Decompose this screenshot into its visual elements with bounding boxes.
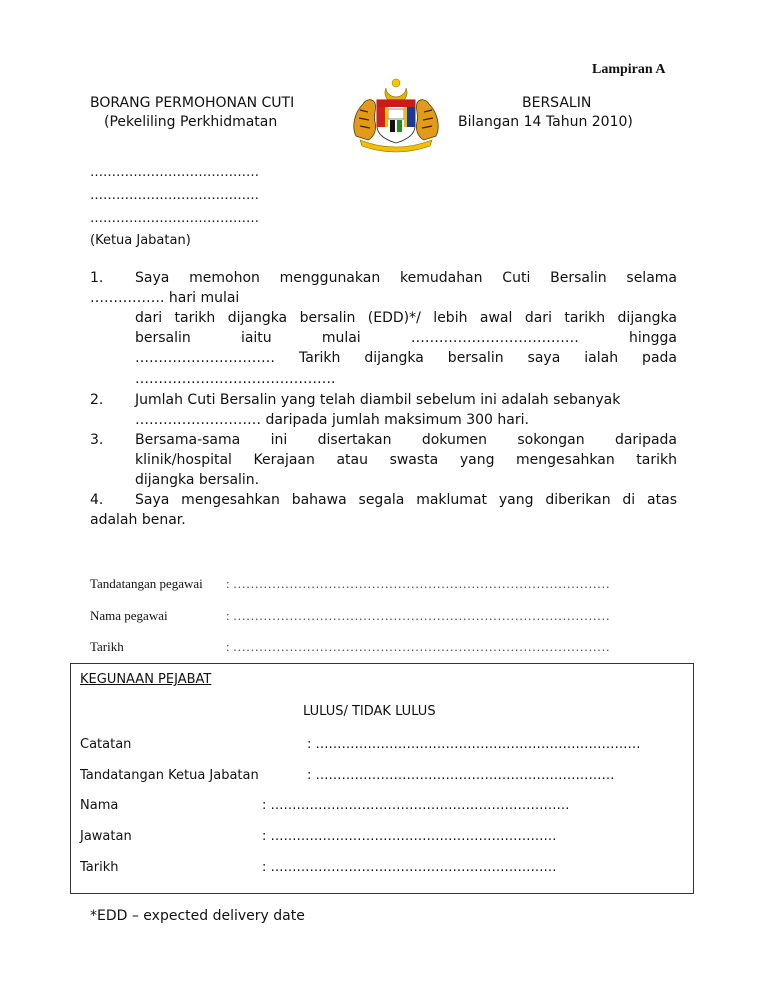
- tarikh-label: Tarikh: [80, 860, 119, 875]
- item-2-line-1: Jumlah Cuti Bersalin yang telah diambil sebelum ini adalah sebanyak: [135, 392, 621, 408]
- catatan-field[interactable]: : …………………………………………………………………: [307, 737, 641, 752]
- officer-name-label: Nama pegawai: [90, 608, 168, 623]
- catatan-label: Catatan: [80, 737, 132, 752]
- footnote: *EDD – expected delivery date: [90, 908, 305, 924]
- addressee-role: (Ketua Jabatan): [90, 233, 191, 248]
- malaysia-coat-of-arms-icon: [346, 74, 446, 154]
- item-1-line-2: ……………. hari mulai: [90, 290, 240, 306]
- addressee-line-1: …………………………………: [90, 165, 259, 180]
- item-1-line-1: Saya memohon menggunakan kemudahan Cuti Bersalin selama: [135, 270, 677, 286]
- item-4-line-2: adalah benar.: [90, 512, 186, 528]
- head-signature-label: Tandatangan Ketua Jabatan: [80, 768, 259, 783]
- item-2-number: 2.: [90, 392, 104, 408]
- jawatan-label: Jawatan: [80, 829, 132, 844]
- form-subtitle-left: (Pekeliling Perkhidmatan: [104, 114, 278, 130]
- item-4-number: 4.: [90, 492, 104, 508]
- item-1-line-4: bersalin iaitu mulai ……………………………… hingga: [135, 330, 677, 346]
- attachment-label: Lampiran A: [592, 62, 666, 77]
- form-title-left: BORANG PERMOHONAN CUTI: [90, 95, 295, 111]
- officer-name-field[interactable]: : ……………………………………………………………………………: [226, 608, 610, 623]
- officer-signature-field[interactable]: : ……………………………………………………………………………: [226, 576, 610, 591]
- item-1-line-3: dari tarikh dijangka bersalin (EDD)*/ lebih awal dari tarikh dijangka: [135, 310, 677, 326]
- nama-label: Nama: [80, 798, 119, 813]
- item-2-line-2: ……………………… daripada jumlah maksimum 300 hari.: [135, 412, 529, 428]
- item-1-line-6: …………………………………….: [135, 371, 336, 387]
- head-signature-field[interactable]: : ……………………………………………………………: [307, 768, 615, 783]
- item-1-line-5: ………………………… Tarikh dijangka bersalin saya ialah pada: [135, 350, 677, 366]
- addressee-line-2: …………………………………: [90, 188, 259, 203]
- item-3-number: 3.: [90, 432, 104, 448]
- officer-date-field[interactable]: : ……………………………………………………………………………: [226, 639, 610, 654]
- item-1-number: 1.: [90, 270, 104, 286]
- office-use-heading: KEGUNAAN PEJABAT: [80, 672, 212, 687]
- item-3-line-2: klinik/hospital Kerajaan atau swasta yang mengesahkan tarikh: [135, 452, 677, 468]
- item-3-line-3: dijangka bersalin.: [135, 472, 260, 488]
- form-title-right: BERSALIN: [522, 95, 592, 111]
- addressee-line-3: …………………………………: [90, 211, 259, 226]
- officer-signature-label: Tandatangan pegawai: [90, 576, 203, 591]
- tarikh-field[interactable]: : …………………………………………………………: [262, 860, 557, 875]
- officer-date-label: Tarikh: [90, 639, 124, 654]
- nama-field[interactable]: : ……………………………………………………………: [262, 798, 570, 813]
- item-3-line-1: Bersama-sama ini disertakan dokumen sokongan daripada: [135, 432, 677, 448]
- form-subtitle-right: Bilangan 14 Tahun 2010): [458, 114, 633, 130]
- jawatan-field[interactable]: : …………………………………………………………: [262, 829, 557, 844]
- item-4-line-1: Saya mengesahkan bahawa segala maklumat yang diberikan di atas: [135, 492, 677, 508]
- approval-status[interactable]: LULUS/ TIDAK LULUS: [303, 704, 436, 719]
